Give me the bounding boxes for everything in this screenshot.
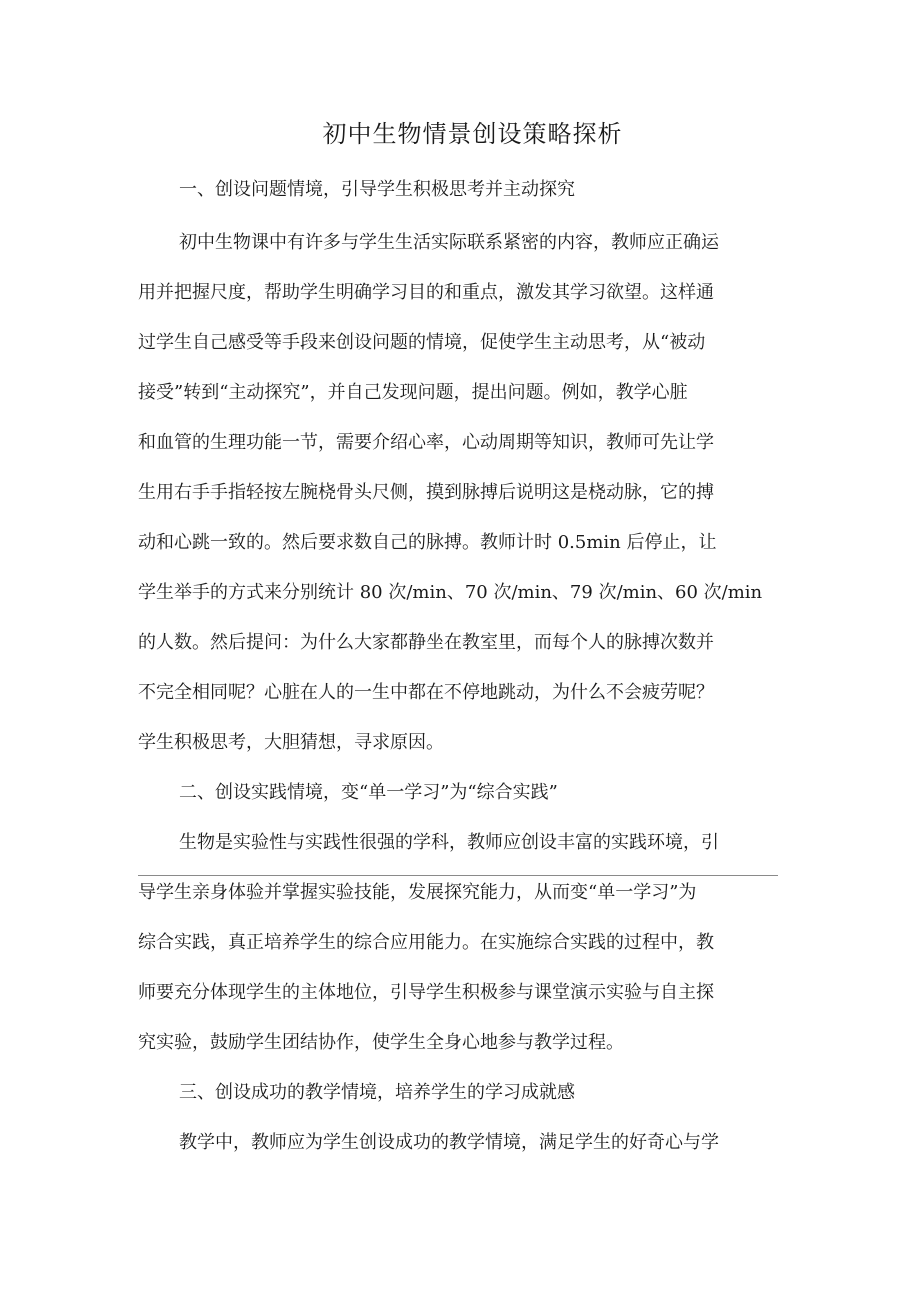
paragraph-line: 学生积极思考，大胆猜想，寻求原因。	[138, 732, 444, 753]
section-heading-1: 一、创设问题情境，引导学生积极思考并主动探究	[179, 179, 575, 200]
page-divider	[138, 875, 778, 876]
paragraph-line: 初中生物课中有许多与学生生活实际联系紧密的内容，教师应正确运	[179, 232, 719, 253]
paragraph-line: 综合实践，真正培养学生的综合应用能力。在实施综合实践的过程中，教	[138, 932, 714, 953]
paragraph-line: 过学生自己感受等手段来创设问题的情境，促使学生主动思考，从“被动	[138, 332, 706, 353]
paragraph-line: 用并把握尺度，帮助学生明确学习目的和重点，激发其学习欲望。这样通	[138, 282, 714, 303]
paragraph-line: 动和心跳一致的。然后要求数自己的脉搏。教师计时 0.5min 后停止，让	[138, 532, 717, 553]
document-title: 初中生物情景创设策略探析	[322, 120, 623, 148]
paragraph-line: 究实验，鼓励学生团结协作，使学生全身心地参与教学过程。	[138, 1032, 624, 1053]
section-heading-2: 二、创设实践情境，变“单一学习”为“综合实践”	[179, 782, 558, 803]
section-heading-3: 三、创设成功的教学情境，培养学生的学习成就感	[179, 1082, 575, 1103]
paragraph-line: 和血管的生理功能一节，需要介绍心率，心动周期等知识，教师可先让学	[138, 432, 714, 453]
paragraph-line: 生用右手手指轻按左腕桡骨头尺侧，摸到脉搏后说明这是桡动脉，它的搏	[138, 482, 714, 503]
paragraph-line: 的人数。然后提问：为什么大家都静坐在教室里，而每个人的脉搏次数并	[138, 632, 714, 653]
paragraph-line: 导学生亲身体验并掌握实验技能，发展探究能力，从而变“单一学习”为	[138, 882, 697, 903]
paragraph-line: 不完全相同呢？心脏在人的一生中都在不停地跳动，为什么不会疲劳呢？	[138, 682, 714, 703]
paragraph-line: 教学中，教师应为学生创设成功的教学情境，满足学生的好奇心与学	[179, 1132, 719, 1153]
paragraph-line: 学生举手的方式来分别统计 80 次/min、70 次/min、79 次/min、60 次/min	[138, 582, 763, 603]
paragraph-line: 生物是实验性与实践性很强的学科，教师应创设丰富的实践环境，引	[179, 832, 719, 853]
paragraph-line: 接受”转到“主动探究”，并自己发现问题，提出问题。例如，教学心脏	[138, 382, 688, 403]
paragraph-line: 师要充分体现学生的主体地位，引导学生积极参与课堂演示实验与自主探	[138, 982, 714, 1003]
